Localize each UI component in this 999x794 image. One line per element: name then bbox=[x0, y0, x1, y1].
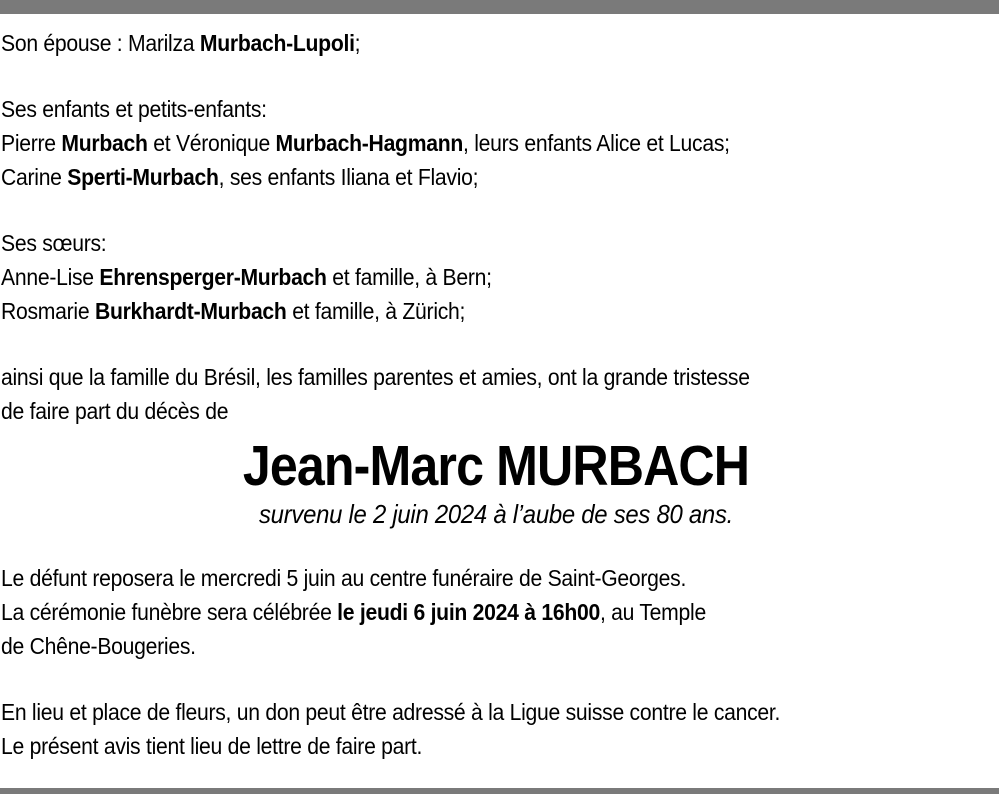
spouse-suffix: ; bbox=[354, 30, 361, 56]
sisters-heading: Ses sœurs: bbox=[1, 230, 107, 256]
spacer bbox=[1, 60, 991, 92]
spacer bbox=[1, 194, 991, 226]
spouse-prefix: Son épouse : Marilza bbox=[1, 30, 200, 56]
deceased-name: Jean-Marc MURBACH bbox=[242, 434, 750, 498]
ceremony-line-3: de Chêne-Bougeries. bbox=[1, 633, 196, 659]
announcement-line-2: de faire part du décès de bbox=[1, 398, 229, 424]
child1-partner-last: Murbach-Hagmann bbox=[275, 130, 464, 156]
announcement-line-1: ainsi que la famille du Brésil, les familles parentes et amies, ont la grande tristesse bbox=[1, 364, 750, 390]
closing-line-2: Le présent avis tient lieu de lettre de faire part. bbox=[1, 733, 423, 759]
child1-first: Pierre bbox=[1, 130, 62, 156]
child2-suffix: , ses enfants Iliana et Flavio; bbox=[218, 164, 479, 190]
ceremony-suffix: , au Temple bbox=[599, 599, 706, 625]
sister-line-1 bbox=[1, 260, 912, 294]
deceased-subtitle: survenu le 2 juin 2024 à l’aube de ses 80 ans. bbox=[258, 499, 734, 529]
ceremony-prefix: La cérémonie funèbre sera célébrée bbox=[1, 599, 338, 625]
spacer bbox=[1, 529, 991, 561]
spacer bbox=[1, 328, 991, 360]
sister2-last: Burkhardt-Murbach bbox=[94, 298, 287, 324]
spouse-name: Murbach-Lupoli bbox=[199, 30, 355, 56]
top-border-bar bbox=[0, 0, 999, 14]
child1-last: Murbach bbox=[61, 130, 148, 156]
child-line-1 bbox=[1, 126, 912, 160]
closing-line-1: En lieu et place de fleurs, un don peut être adressé à la Ligue suisse contre le cancer. bbox=[1, 699, 781, 725]
sister1-last: Ehrensperger-Murbach bbox=[99, 264, 327, 290]
obituary-notice bbox=[1, 26, 991, 763]
spacer bbox=[1, 663, 991, 695]
ceremony-date: le jeudi 6 juin 2024 à 16h00 bbox=[337, 599, 600, 625]
sister2-suffix: et famille, à Zürich; bbox=[286, 298, 466, 324]
spouse-line bbox=[1, 26, 912, 60]
sister1-suffix: et famille, à Bern; bbox=[326, 264, 492, 290]
ceremony-line-1: Le défunt reposera le mercredi 5 juin au centre funéraire de Saint-Georges. bbox=[1, 565, 687, 591]
child1-suffix: , leurs enfants Alice et Lucas; bbox=[463, 130, 730, 156]
child1-mid: et Véronique bbox=[147, 130, 276, 156]
child2-first: Carine bbox=[1, 164, 68, 190]
child-line-2 bbox=[1, 160, 912, 194]
ceremony-line-2 bbox=[1, 595, 912, 629]
sister1-first: Anne-Lise bbox=[1, 264, 100, 290]
children-heading: Ses enfants et petits-enfants: bbox=[1, 96, 267, 122]
sister2-first: Rosmarie bbox=[1, 298, 95, 324]
bottom-border-bar bbox=[0, 788, 999, 794]
child2-last: Sperti-Murbach bbox=[67, 164, 219, 190]
sister-line-2 bbox=[1, 294, 912, 328]
